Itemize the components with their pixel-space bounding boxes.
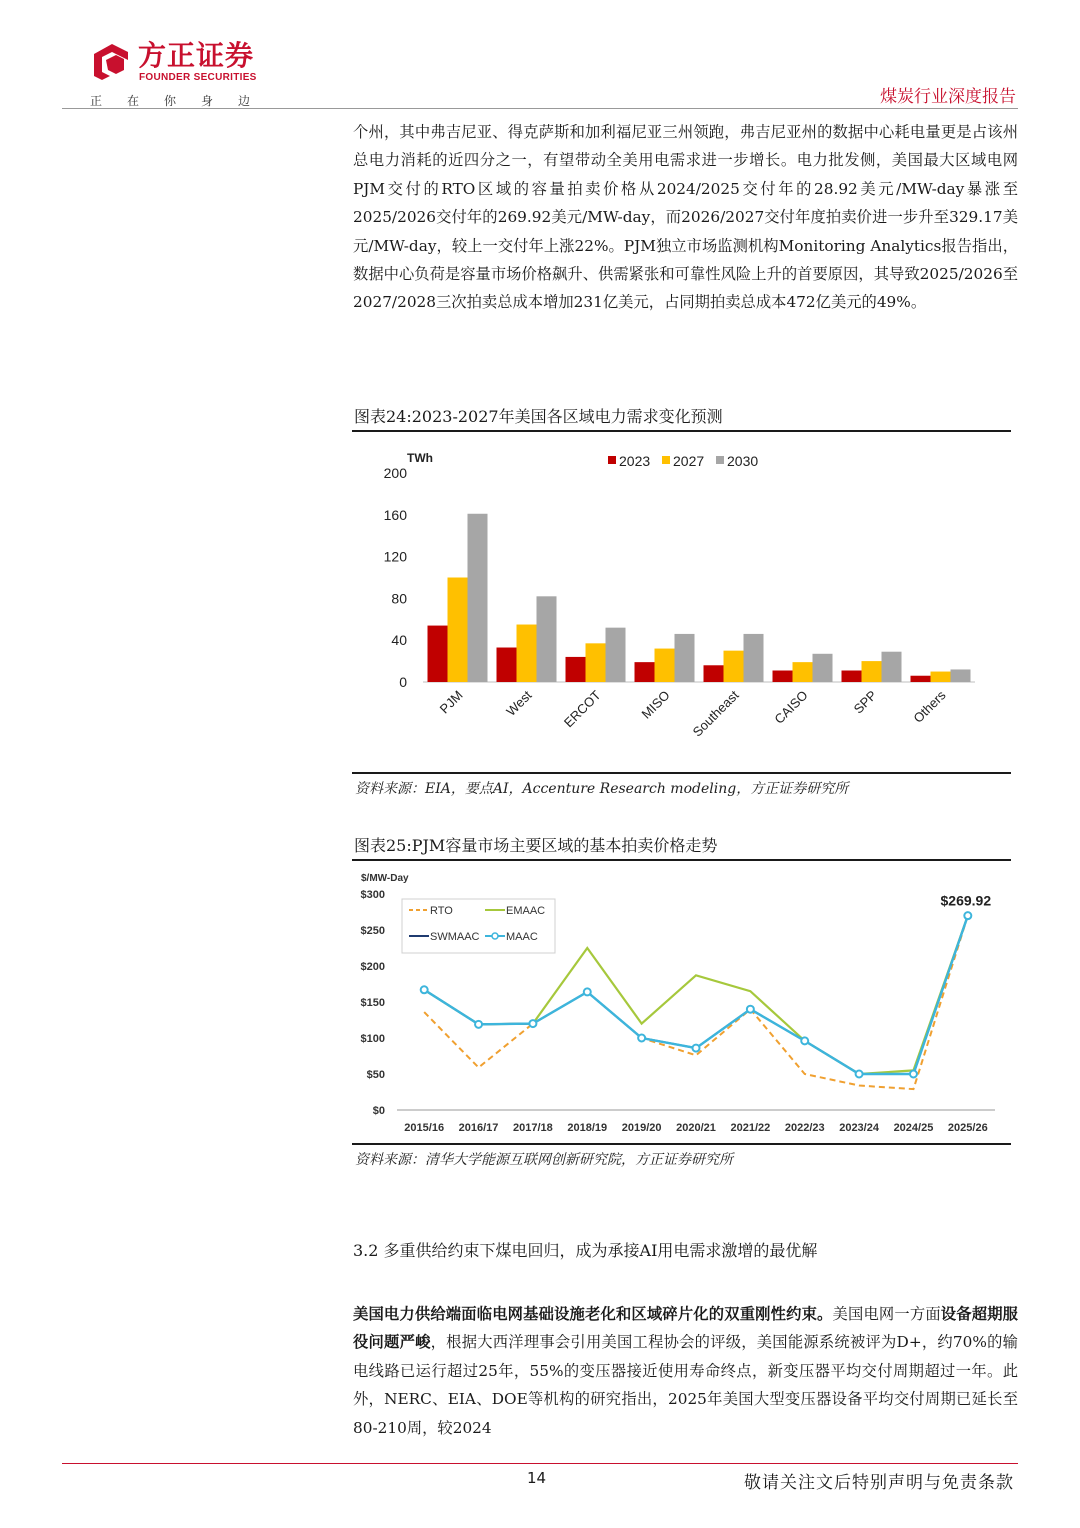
legend-swatch-2030 [716, 456, 724, 464]
paragraph-2-bold-mid: 设备超期服役问题严峻 [353, 1305, 1018, 1352]
bar-west-2027 [517, 625, 537, 682]
point-maac-2025/26 [964, 912, 971, 919]
x-tick-label: 2023/24 [839, 1122, 879, 1134]
legend-label-rto: RTO [430, 905, 453, 917]
y-tick-label: $300 [360, 889, 385, 901]
x-tick-label: 2019/20 [621, 1122, 662, 1134]
y-tick-label: 160 [383, 506, 407, 523]
bar-miso-2023 [635, 662, 655, 682]
pjm-capacity-price-line-chart [353, 864, 1011, 1142]
paragraph-2-text-b: ，根据大西洋理事会引用美国工程协会的评级，美国能源系统被评为D+，约70%的输电线路已运行超过25年，55%的变压器接近使用寿命终点，新变压器平均交付周期超过一年。此外，NERC、EIA、DOE等机构的研究指出，2025年美国大型变压器设备平均交付周期已延长至80-210周，较2024 [353, 1333, 1018, 1437]
point-maac-2015/16 [421, 986, 428, 993]
legend-label-2027: 2027 [673, 453, 705, 469]
legend-label-swmaac: SWMAAC [430, 931, 480, 943]
point-maac-2019/20 [638, 1035, 645, 1042]
bar-spp-2027 [862, 661, 882, 682]
logo-chinese-name: 方正证券 [138, 39, 255, 72]
x-tick-label: 2017/18 [513, 1122, 553, 1134]
x-tick-label: Southeast [689, 687, 742, 740]
body-paragraph-1: 个州，其中弗吉尼亚、得克萨斯和加利福尼亚三州领跑，弗吉尼亚州的数据中心耗电量更是占该州总电力消耗的近四分之一，有望带动全美用电需求进一步增长。电力批发侧，美国最大区域电网PJM交付的RTO区域的容量拍卖价格从2024/2025交付年的28.92美元/MW-day暴涨至2025/2026交付年的269.92美元/MW-day，而2026/2027交付年度拍卖价进一步升至329.17美元/MW-day，较上一交付年上涨22%。PJM独立市场监测机构Monitoring Analytics报告指出，数据中心负荷是容量市场价格飙升、供需紧张和可靠性风险上升的首要原因，其导致2025/2026至2027/2028三次拍卖总成本增加231亿美元，占同期拍卖总成本472亿美元的49%。 [353, 123, 1018, 312]
bar-spp-2030 [882, 652, 902, 682]
peak-annotation: $269.92 [940, 892, 992, 909]
x-tick-label: 2018/19 [567, 1122, 608, 1134]
point-maac-2023/24 [856, 1071, 863, 1078]
y-axis-unit: TWh [407, 451, 433, 465]
x-tick-label: 2024/25 [893, 1122, 934, 1134]
bar-west-2023 [497, 648, 517, 682]
bar-caiso-2030 [813, 654, 833, 682]
bar-ercot-2023 [566, 657, 586, 682]
founder-logo-icon [90, 40, 132, 82]
bar-caiso-2027 [793, 662, 813, 682]
y-tick-label: $200 [360, 961, 385, 973]
footer-divider [62, 1463, 1018, 1464]
bar-miso-2027 [655, 649, 675, 682]
x-tick-label: 2015/16 [404, 1122, 445, 1134]
legend-swatch-2023 [608, 456, 616, 464]
bar-caiso-2023 [773, 671, 793, 682]
y-tick-label: 80 [391, 590, 407, 607]
legend-swatch-2027 [662, 456, 670, 464]
x-tick-label: 2021/22 [730, 1122, 771, 1134]
bar-miso-2030 [675, 634, 695, 682]
bar-southeast-2027 [724, 651, 744, 682]
report-type-label: 煤炭行业深度报告 [880, 87, 1016, 107]
body-paragraph-2 [353, 1300, 1018, 1442]
x-tick-label: 2022/23 [784, 1122, 825, 1134]
point-maac-2016/17 [475, 1021, 482, 1028]
figure-25-bottom-rule [352, 1143, 1011, 1145]
bar-pjm-2030 [468, 514, 488, 682]
bar-southeast-2023 [704, 665, 724, 682]
y-axis-unit: $/MW-Day [361, 873, 409, 884]
bar-west-2030 [537, 596, 557, 682]
bar-ercot-2027 [586, 643, 606, 682]
figure-24-bottom-rule [352, 772, 1011, 774]
x-tick-label: PJM [436, 687, 466, 717]
figure-24-top-rule [352, 430, 1011, 432]
bar-southeast-2030 [744, 634, 764, 682]
x-tick-label: West [503, 687, 535, 719]
bar-pjm-2023 [428, 626, 448, 682]
bar-others-2023 [911, 676, 931, 682]
point-maac-2022/23 [801, 1037, 808, 1044]
point-maac-2018/19 [584, 988, 591, 995]
bar-others-2027 [931, 672, 951, 682]
figure-25-title: 图表25:PJM容量市场主要区域的基本拍卖价格走势 [354, 836, 718, 855]
regional-demand-bar-chart [353, 440, 1011, 770]
point-maac-2020/21 [693, 1045, 700, 1052]
legend-marker-maac [492, 933, 498, 939]
company-slogan: 正在你身边 [90, 94, 276, 108]
point-maac-2024/25 [910, 1071, 917, 1078]
point-maac-2021/22 [747, 1006, 754, 1013]
legend-label-2030: 2030 [727, 453, 759, 469]
bar-spp-2023 [842, 671, 862, 682]
x-tick-label: ERCOT [560, 687, 604, 731]
y-tick-label: 200 [383, 465, 407, 481]
figure-24-source: 资料来源：EIA，要点AI，Accenture Research modeling，方正证券研究所 [355, 781, 849, 797]
x-tick-label: MISO [638, 687, 673, 722]
page-number: 14 [527, 1469, 547, 1487]
point-maac-2017/18 [529, 1020, 536, 1027]
x-tick-label: Others [910, 687, 949, 726]
x-tick-label: SPP [850, 687, 880, 717]
figure-24-title: 图表24:2023-2027年美国各区域电力需求变化预测 [354, 407, 723, 426]
y-tick-label: $250 [360, 925, 385, 937]
y-tick-label: 40 [391, 632, 407, 649]
bar-pjm-2027 [448, 578, 468, 683]
header-divider [62, 108, 1018, 109]
legend-label-emaac: EMAAC [506, 905, 546, 917]
y-tick-label: 0 [399, 674, 407, 690]
legend-label-2023: 2023 [619, 453, 651, 469]
bar-others-2030 [951, 669, 971, 682]
x-tick-label: 2016/17 [458, 1122, 499, 1134]
x-tick-label: 2025/26 [947, 1122, 988, 1134]
y-tick-label: $100 [360, 1033, 385, 1045]
y-tick-label: $0 [372, 1105, 385, 1117]
y-tick-label: 120 [383, 548, 407, 565]
figure-25-source: 资料来源：清华大学能源互联网创新研究院，方正证券研究所 [355, 1152, 733, 1168]
x-tick-label: CAISO [771, 687, 811, 727]
x-tick-label: 2020/21 [676, 1122, 716, 1134]
bar-ercot-2030 [606, 628, 626, 682]
section-heading: 3.2 多重供给约束下煤电回归，成为承接AI用电需求激增的最优解 [353, 1241, 818, 1260]
y-tick-label: $150 [360, 997, 385, 1009]
logo-english-name: FOUNDER SECURITIES [139, 72, 257, 83]
footer-disclaimer: 敬请关注文后特别声明与免责条款 [744, 1473, 1014, 1493]
y-tick-label: $50 [366, 1069, 385, 1081]
paragraph-2-text-a: 美国电网一方面 [832, 1305, 941, 1323]
legend-label-maac: MAAC [506, 931, 538, 943]
figure-25-top-rule [352, 859, 1011, 861]
paragraph-2-bold-lead: 美国电力供给端面临电网基础设施老化和区域碎片化的双重刚性约束。 [353, 1305, 833, 1323]
